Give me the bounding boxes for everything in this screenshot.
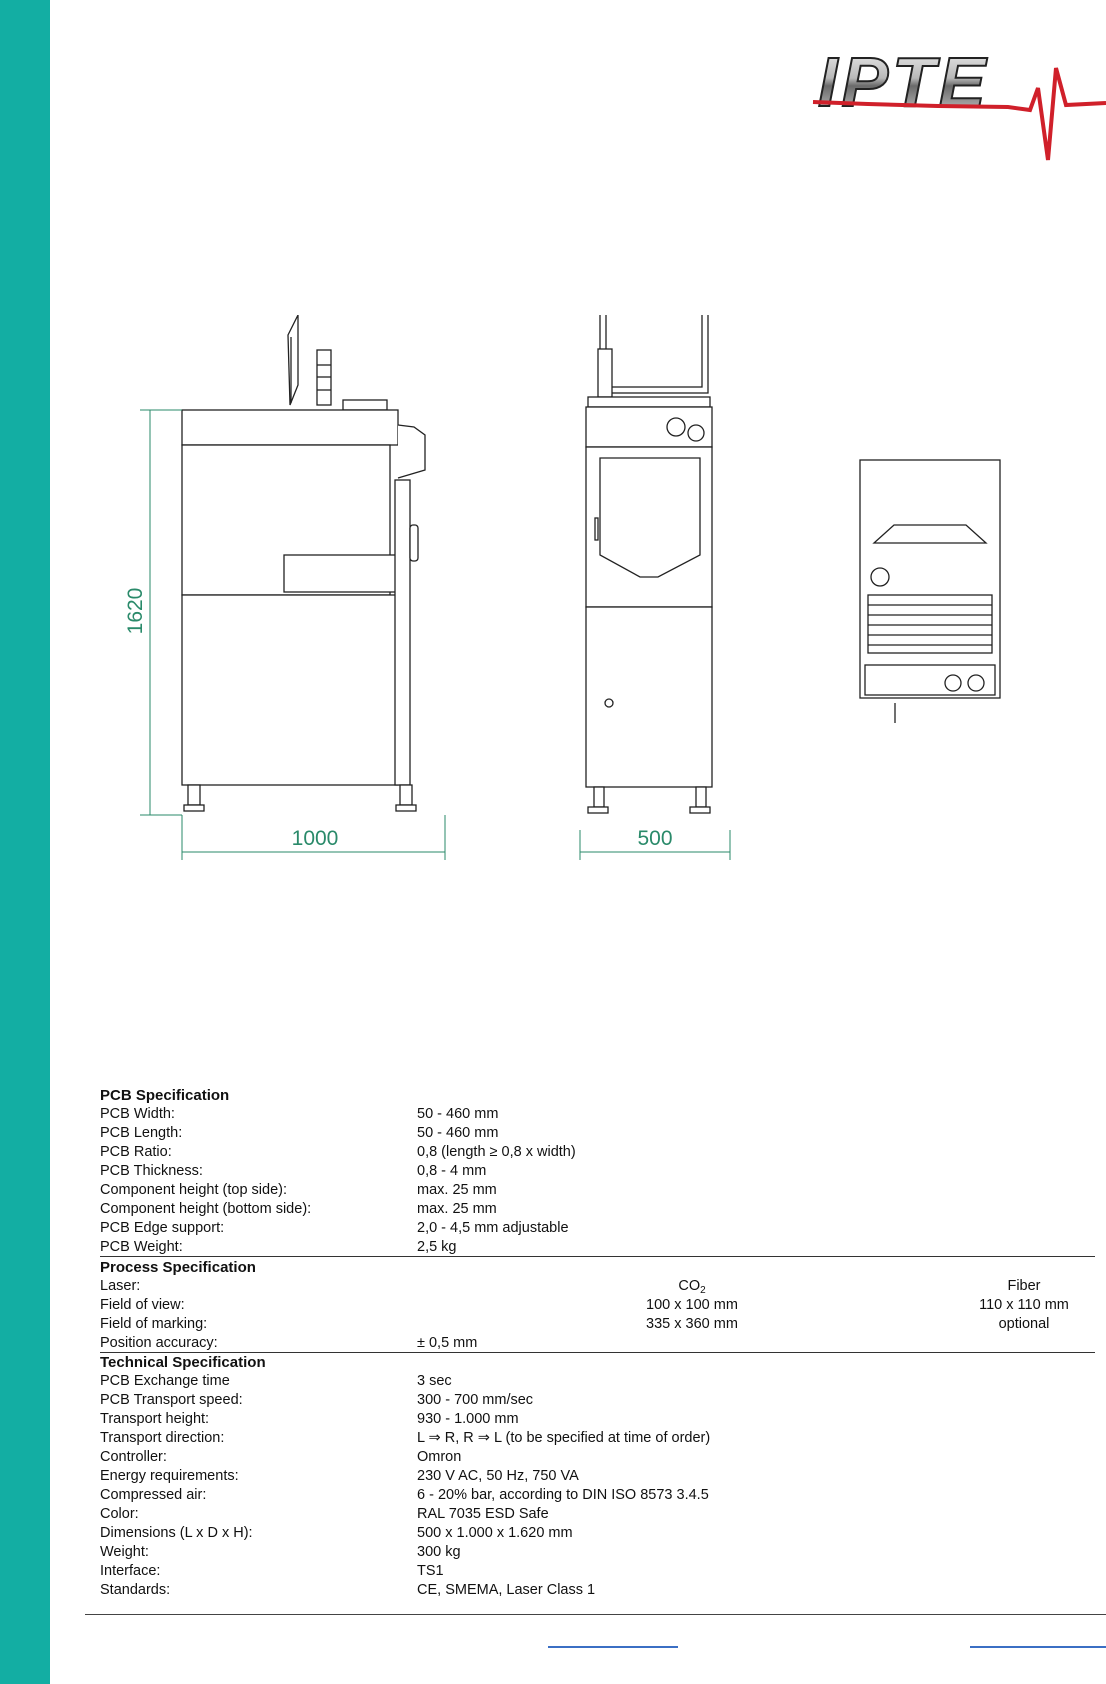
- spec-row: Component height (bottom side): max. 25 mm: [100, 1201, 497, 1217]
- spec-row: PCB Length: 50 - 460 mm: [100, 1125, 499, 1141]
- section-divider: [100, 1352, 1095, 1353]
- rear-view: [860, 460, 1000, 723]
- depth-dimension: 500: [637, 827, 673, 850]
- front-view: [586, 315, 712, 813]
- spec-row: Interface: TS1: [100, 1563, 444, 1579]
- spec-row: PCB Edge support: 2,0 - 4,5 mm adjustable: [100, 1220, 569, 1236]
- spec-row: PCB Thickness: 0,8 - 4 mm: [100, 1163, 487, 1179]
- spec-row: Compressed air: 6 - 20% bar, according to DIN ISO 8573 3.4.5: [100, 1487, 709, 1503]
- technical-spec-heading: Technical Specification: [100, 1354, 266, 1371]
- footer-link-left[interactable]: [548, 1646, 678, 1648]
- footer-link-right[interactable]: [970, 1646, 1106, 1648]
- spec-row: Standards: CE, SMEMA, Laser Class 1: [100, 1582, 596, 1598]
- height-dimension: 1620: [124, 587, 147, 635]
- ipte-logo: [808, 40, 1106, 170]
- spec-row: Color: RAL 7035 ESD Safe: [100, 1506, 549, 1522]
- spec-row: PCB Transport speed: 300 - 700 mm/sec: [100, 1392, 534, 1408]
- side-color-bar: [0, 0, 50, 1684]
- pcb-spec-heading: PCB Specification: [100, 1087, 230, 1104]
- spec-row: Field of marking: 335 x 360 mm optional: [100, 1316, 1050, 1332]
- spec-row: PCB Width: 50 - 460 mm: [100, 1106, 499, 1122]
- logo-graphic: [808, 40, 1106, 170]
- spec-row: Controller: Omron: [100, 1449, 462, 1465]
- footer-divider: [85, 1614, 1106, 1615]
- spec-row: Weight: 300 kg: [100, 1544, 461, 1560]
- spec-row: Dimensions (L x D x H): 500 x 1.000 x 1.620 mm: [100, 1525, 573, 1541]
- spec-row: Energy requirements: 230 V AC, 50 Hz, 750 VA: [100, 1468, 579, 1484]
- spec-row: Transport direction: L ⇒ R, R ⇒ L (to be specified at time of order): [100, 1430, 711, 1446]
- machine-drawing: [110, 315, 1100, 935]
- length-dimension: 1000: [291, 827, 339, 850]
- spec-row: Laser: $CO_2$ Fiber: [100, 1278, 1041, 1296]
- section-divider: [100, 1256, 1095, 1257]
- process-spec-heading: Process Specification: [100, 1259, 256, 1276]
- side-view: [182, 315, 425, 811]
- spec-row: PCB Ratio: 0,8 (length ≥ 0,8 x width): [100, 1144, 576, 1160]
- spec-row: Transport height: 930 - 1.000 mm: [100, 1411, 519, 1427]
- spec-row: PCB Weight: 2,5 kg: [100, 1239, 457, 1255]
- spec-row: Position accuracy: ± 0,5 mm: [100, 1335, 478, 1351]
- spec-row: Component height (top side): max. 25 mm: [100, 1182, 497, 1198]
- spec-row: Field of view: 100 x 100 mm 110 x 110 mm: [100, 1297, 1069, 1313]
- spec-row: PCB Exchange time 3 sec: [100, 1373, 452, 1389]
- logo-text: IPTE: [818, 43, 990, 121]
